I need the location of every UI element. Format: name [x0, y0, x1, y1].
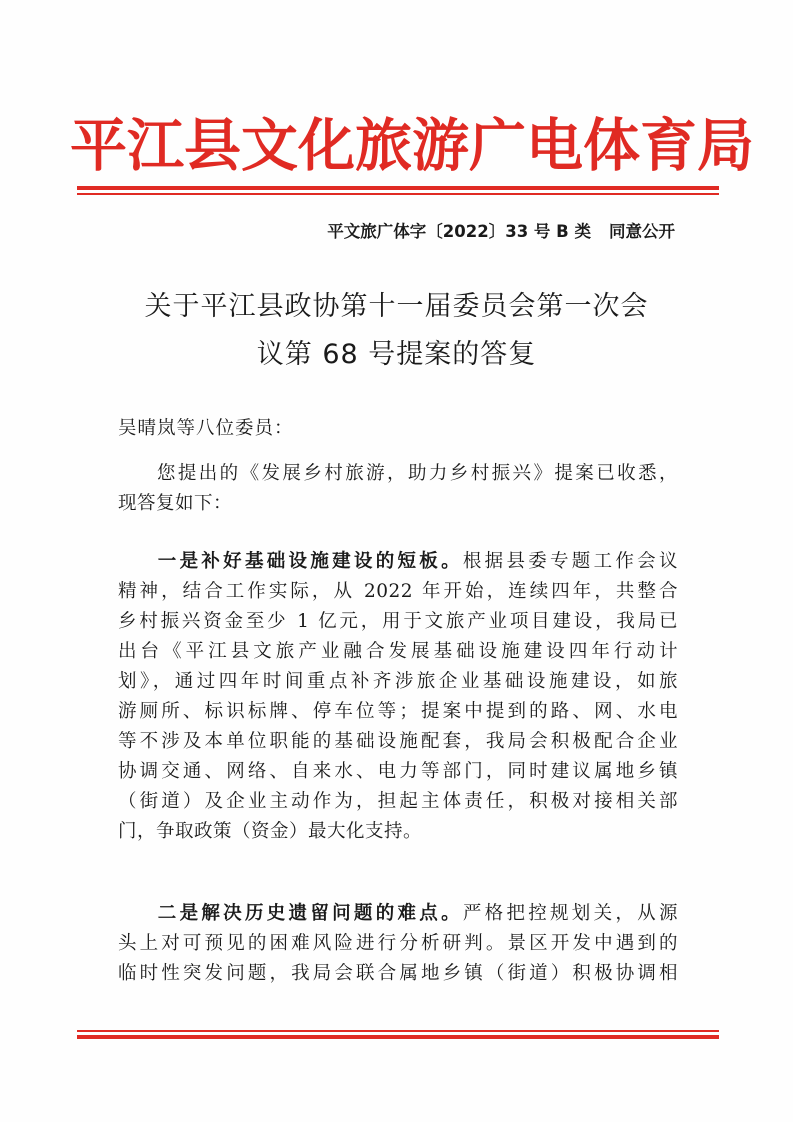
paragraph-line: 乡村振兴资金至少 1 亿元，用于文旅产业项目建设，我局已: [118, 611, 678, 632]
paragraph-acknowledgement: [118, 459, 678, 519]
salutation: 吴晴岚等八位委员：: [118, 418, 294, 439]
paragraph-line: 您提出的《发展乡村旅游，助力乡村振兴》提案已收悉，: [155, 463, 678, 484]
paragraph-line: （街道）及企业主动作为，担起主体责任，积极对接相关部: [118, 791, 678, 812]
header-rule-thick: [77, 186, 719, 190]
paragraph-line: 协调交通、网络、自来水、电力等部门，同时建议属地乡镇: [118, 761, 678, 782]
org-header-title: 平江县文化旅游广电体育局: [70, 112, 754, 179]
paragraph-infrastructure: [118, 547, 678, 847]
title-line-1: 关于平江县政协第十一届委员会第一次会: [144, 291, 649, 322]
paragraph-lead: 二是解决历史遗留问题的难点。: [155, 903, 463, 924]
paragraph-line: 门，争取政策（资金）最大化支持。: [118, 821, 423, 842]
paragraph-line: 精神，结合工作实际，从 2022 年开始，连续四年，共整合: [118, 581, 678, 602]
paragraph-line: 游厕所、标识标牌、停车位等；提案中提到的路、网、水电: [118, 701, 678, 722]
disclosure-label: 同意公开: [609, 222, 675, 241]
paragraph-line: 划》，通过四年时间重点补齐涉旅企业基础设施建设，如旅: [118, 671, 678, 692]
footer-rule-thick: [77, 1035, 719, 1039]
paragraph-line: 二是解决历史遗留问题的难点。严格把控规划关，从源: [155, 903, 678, 924]
footer-rule-thin: [77, 1030, 719, 1032]
document-title: [110, 283, 683, 379]
document-number: 平文旅广体字〔2022〕33 号 B 类: [327, 222, 591, 241]
header-rule-thin: [77, 193, 719, 195]
paragraph-line: 出台《平江县文旅产业融合发展基础设施建设四年行动计: [118, 641, 678, 662]
title-line-2: 议第 68 号提案的答复: [256, 339, 537, 370]
paragraph-lead: 一是补好基础设施建设的短板。: [155, 551, 463, 572]
paragraph-legacy-issues: [118, 899, 678, 989]
paragraph-line: 临时性突发问题，我局会联合属地乡镇（街道）积极协调相: [118, 963, 678, 984]
paragraph-line: 一是补好基础设施建设的短板。根据县委专题工作会议: [155, 551, 678, 572]
paragraph-line: 头上对可预见的困难风险进行分析研判。景区开发中遇到的: [118, 933, 678, 954]
paragraph-line: 等不涉及本单位职能的基础设施配套，我局会积极配合企业: [118, 731, 678, 752]
document-number-line: [327, 220, 675, 244]
paragraph-line: 现答复如下：: [118, 493, 233, 514]
